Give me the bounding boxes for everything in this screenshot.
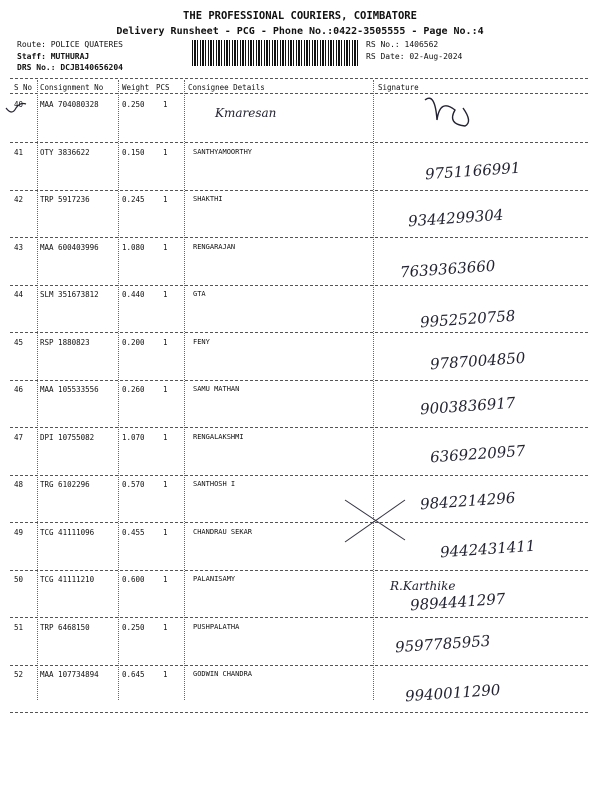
- row-consignee: GTA: [193, 290, 206, 298]
- row-pcs: 1: [163, 100, 168, 109]
- staff-label: Staff: MUTHURAJ: [17, 52, 90, 61]
- signature-phone: 9442431411: [439, 536, 536, 561]
- row-consignee: SHAKTHI: [193, 195, 223, 203]
- col-consignment: Consignment No: [40, 83, 104, 92]
- row-weight: 0.200: [122, 337, 145, 347]
- row-pcs: 1: [163, 575, 168, 584]
- runsheet-title: THE PROFESSIONAL COURIERS, COIMBATORE: [183, 10, 417, 22]
- row-consignment: OTY 3836622: [40, 147, 90, 157]
- signature-name: Kmaresan: [215, 106, 277, 120]
- row-consignee: RENGALAKSHMI: [193, 432, 244, 441]
- signature-phone: 9597785953: [394, 631, 491, 656]
- row-pcs: 1: [163, 242, 168, 252]
- row-sno: 41: [14, 147, 24, 157]
- row-consignment: MAA 105533556: [40, 385, 99, 394]
- row-pcs: 1: [163, 432, 168, 442]
- col-weight: Weight: [122, 83, 150, 92]
- row-pcs: 1: [163, 480, 168, 489]
- row-consignee: RENGARAJAN: [193, 242, 236, 251]
- row-weight: 0.150: [122, 147, 145, 157]
- cross-mark: [345, 500, 405, 542]
- row-consignee: PUSHPALATHA: [193, 622, 240, 631]
- route-label: Route: POLICE QUATERES: [17, 40, 123, 49]
- col-consignee: Consignee Details: [188, 83, 265, 92]
- rs-date: RS Date: 02-Aug-2024: [366, 52, 463, 61]
- signature-phone: 9344299304: [407, 205, 504, 231]
- row-consignee: FENY: [193, 337, 210, 346]
- row-consignee: SANTHYAMOORTHY: [193, 147, 253, 156]
- row-consignment: MAA 600403996: [40, 242, 99, 252]
- row-weight: 0.250: [122, 100, 145, 109]
- signature-phone: 9952520758: [419, 306, 516, 332]
- row-sno: 49: [14, 527, 24, 537]
- row-consignment: TCG 41111210: [40, 575, 95, 584]
- row-sno: 44: [14, 290, 24, 299]
- row-sno: 50: [14, 575, 24, 584]
- signature-phone: 9003836917: [419, 393, 516, 419]
- row-weight: 0.260: [122, 385, 145, 394]
- row-pcs: 1: [163, 195, 168, 204]
- signature-name: R.Karthike: [390, 579, 456, 593]
- signature-phone: 9751166991: [424, 158, 521, 183]
- row-sno: 43: [14, 242, 24, 252]
- row-consignee: SAMU MATHAN: [193, 385, 240, 393]
- row-weight: 1.080: [122, 242, 145, 252]
- row-sno: 52: [14, 670, 24, 679]
- row-weight: 0.440: [122, 290, 145, 299]
- row-pcs: 1: [163, 622, 168, 632]
- row-weight: 1.070: [122, 432, 145, 442]
- signature-phone: 9787004850: [429, 348, 526, 373]
- row-weight: 0.245: [122, 195, 145, 204]
- row-sno: 48: [14, 480, 24, 489]
- row-sno: 51: [14, 622, 24, 632]
- row-pcs: 1: [163, 527, 168, 537]
- col-signature: Signature: [378, 83, 419, 92]
- row-consignment: MAA 704080328: [40, 100, 99, 109]
- row-sno: 40: [14, 100, 24, 109]
- row-consignee: SANTHOSH I: [193, 480, 236, 488]
- row-consignment: TRG 6102296: [40, 480, 90, 489]
- row-consignment: MAA 107734894: [40, 670, 99, 679]
- row-pcs: 1: [163, 290, 168, 299]
- row-weight: 0.250: [122, 622, 145, 632]
- signature-phone: 9842214296: [419, 488, 516, 514]
- row-pcs: 1: [163, 670, 168, 679]
- row-consignment: TRP 6468150: [40, 622, 90, 632]
- rs-number: RS No.: 1406562: [366, 40, 439, 49]
- row-pcs: 1: [163, 147, 168, 157]
- row-consignment: DPI 10755082: [40, 432, 95, 442]
- row-consignee: GODWIN CHANDRA: [193, 670, 253, 678]
- row-weight: 0.645: [122, 670, 145, 679]
- row-consignment: SLM 351673812: [40, 290, 99, 299]
- row-sno: 42: [14, 195, 24, 204]
- row-pcs: 1: [163, 337, 168, 347]
- col-pcs: PCS: [156, 83, 170, 92]
- col-sno: S No: [14, 83, 33, 92]
- check-mark: [6, 104, 26, 113]
- row-pcs: 1: [163, 385, 168, 394]
- row-weight: 0.570: [122, 480, 145, 489]
- runsheet-subtitle: Delivery Runsheet - PCG - Phone No.:0422-3505555 - Page No.:4: [116, 26, 484, 37]
- signature-phone: 9894441297: [409, 589, 506, 615]
- row-consignee: CHANDRAU SEKAR: [193, 527, 253, 536]
- row-consignment: RSP 1880823: [40, 337, 90, 347]
- signature-scribble: [425, 98, 469, 126]
- row-consignee: PALANISAMY: [193, 575, 236, 583]
- signature-phone: 7639363660: [399, 256, 496, 281]
- drs-label: DRS No.: DCJB140656204: [17, 63, 123, 72]
- row-sno: 47: [14, 432, 24, 442]
- row-consignment: TCG 41111096: [40, 527, 95, 537]
- row-weight: 0.455: [122, 527, 145, 537]
- row-consignment: TRP 5917236: [40, 195, 90, 204]
- row-weight: 0.600: [122, 575, 145, 584]
- signature-phone: 6369220957: [429, 441, 526, 466]
- row-sno: 46: [14, 385, 24, 394]
- signature-phone: 9940011290: [404, 680, 501, 706]
- row-sno: 45: [14, 337, 24, 347]
